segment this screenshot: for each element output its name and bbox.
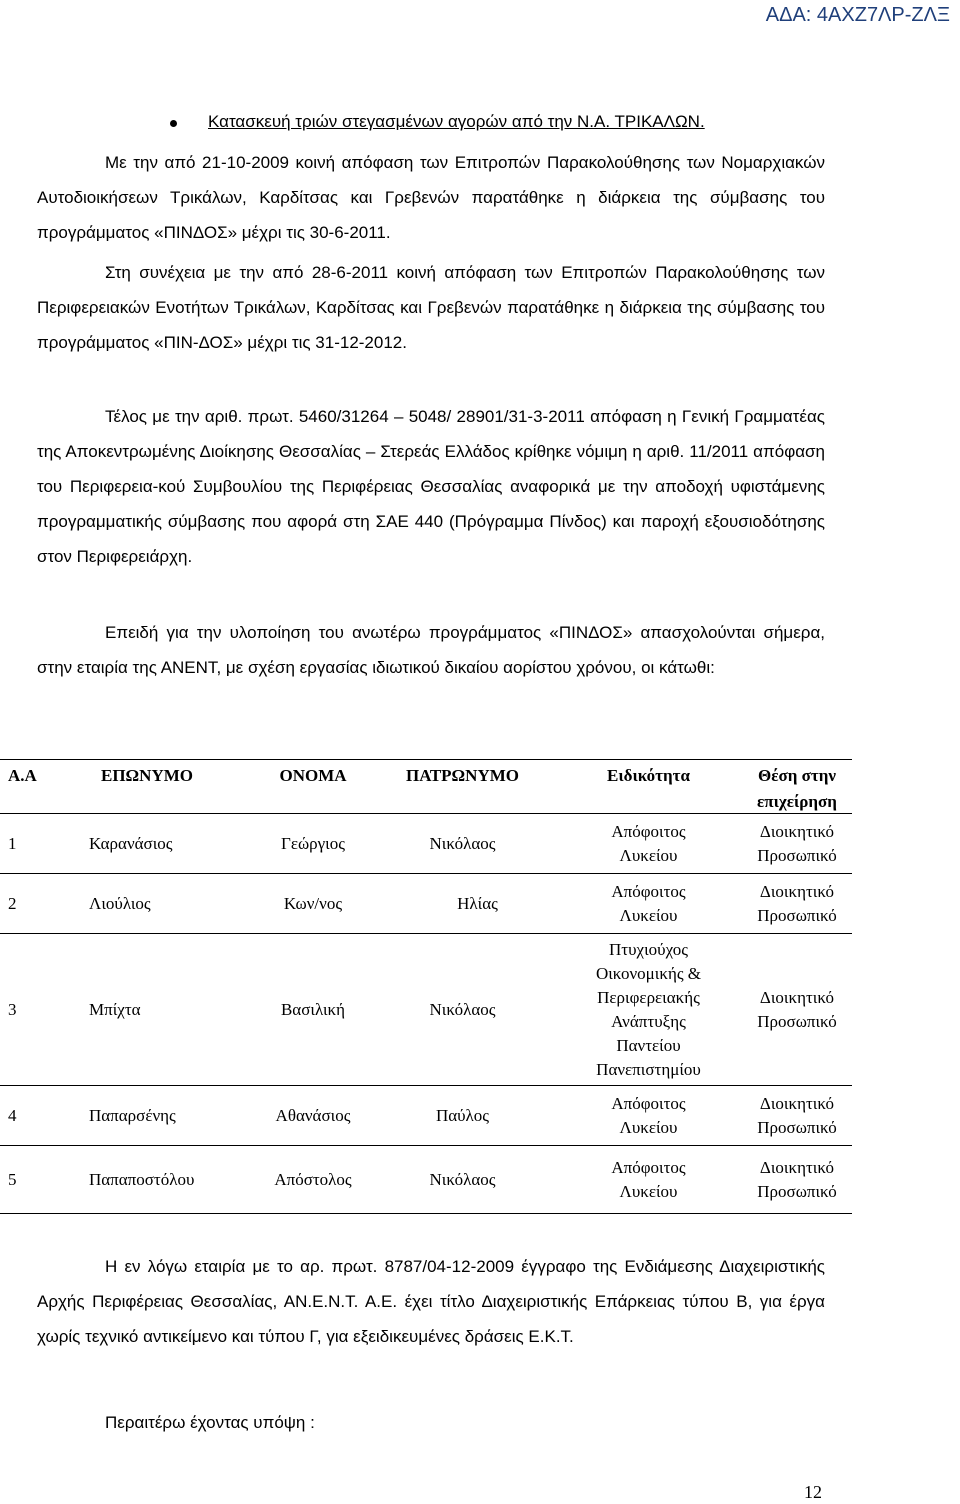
bullet-text: Κατασκευή τριών στεγασμένων αγορών από την Ν.Α. ΤΡΙΚΑΛΩΝ. xyxy=(208,112,705,131)
specialty-line: Απόφοιτος xyxy=(611,821,686,841)
cell-aa: 2 xyxy=(0,874,81,934)
ada-code: ΑΔΑ: 4ΑΧΖ7ΛΡ-ΖΛΞ xyxy=(765,4,950,26)
bullet-icon xyxy=(170,120,177,127)
paragraph-employees-intro xyxy=(37,615,825,685)
specialty-line: Παντείου xyxy=(616,1035,681,1055)
cell-specialty xyxy=(555,874,742,934)
cell-patronymic: Νικόλαος xyxy=(370,934,555,1086)
table-row xyxy=(0,814,852,874)
specialty-line: Απόφοιτος xyxy=(611,1157,686,1177)
cell-surname: Λιούλιος xyxy=(81,874,256,934)
paragraph-extension-2011 xyxy=(37,255,825,360)
paragraph-text: Η εν λόγω εταιρία με το αρ. πρωτ. 8787/04-12-2009 έγγραφο της Ενδιάμεσης Διαχειριστικής Αρχής Περιφέρειας Θεσσαλίας, ΑΝ.Ε.Ν.Τ. Α.Ε. έχει τίτλο Διαχειριστικής Επάρκειας τύπου Β, για έργα χωρίς τεχνικό αντικείμενο και τύπου Γ, για εξειδικευμένες δράσεις Ε.Κ.Τ. xyxy=(37,1257,825,1346)
specialty-line: Λυκείου xyxy=(619,905,678,925)
cell-aa: 4 xyxy=(0,1086,81,1146)
paragraph-text: Με την από 21-10-2009 κοινή απόφαση των Επιτροπών Παρακολούθησης των Νομαρχιακών Αυτοδιοικήσεων Τρικάλων, Καρδίτσας και Γρεβενών παρατάθηκε η διάρκεια της σύμβασης του προγράμματος «ΠΙΝΔΟΣ» μέχρι τις 30-6-2011. xyxy=(37,153,825,242)
paragraph-considering xyxy=(37,1405,825,1440)
header-position-line2: επιχείρηση xyxy=(757,792,837,811)
employees-table xyxy=(0,759,852,1214)
cell-name: Απόστολος xyxy=(256,1146,370,1214)
cell-specialty xyxy=(555,814,742,874)
position-line: Διοικητικό xyxy=(759,821,835,841)
paragraph-text: Επειδή για την υλοποίηση του ανωτέρω προγράμματος «ΠΙΝΔΟΣ» απασχολούνται σήμερα, στην εταιρία της ΑΝΕΝΤ, με σχέση εργασίας ιδιωτικού δικαίου αορίστου χρόνου, οι κάτωθι: xyxy=(37,623,825,677)
position-line: Προσωπικό xyxy=(757,845,837,865)
paragraph-company-title xyxy=(37,1249,825,1354)
cell-aa: 1 xyxy=(0,814,81,874)
cell-name: Κων/νος xyxy=(256,874,370,934)
cell-position xyxy=(742,934,852,1086)
header-position xyxy=(742,760,852,814)
specialty-line: Ανάπτυξης xyxy=(611,1011,686,1031)
cell-specialty xyxy=(555,1146,742,1214)
cell-name: Γεώργιος xyxy=(256,814,370,874)
table-row xyxy=(0,874,852,934)
table-row xyxy=(0,1146,852,1214)
paragraph-text: Τέλος με την αριθ. πρωτ. 5460/31264 – 5048/ 28901/31-3-2011 απόφαση η Γενική Γραμματέας της Αποκεντρωμένης Διοίκησης Θεσσαλίας – Στερεάς Ελλάδος κρίθηκε νόμιμη η αριθ. 11/2011 απόφαση του Περιφερεια-κού Συμβουλίου της Περιφέρειας Θεσσαλίας αναφορικά με την αποδοχή υφιστάμενης προγραμματικής σύμβασης που αφορά στη ΣΑΕ 440 (Πρόγραμμα Πίνδος) και παροχή εξουσιοδότησης στον Περιφερειάρχη. xyxy=(37,407,825,566)
cell-aa: 5 xyxy=(0,1146,81,1214)
cell-surname: Καρανάσιος xyxy=(81,814,256,874)
cell-surname: Παπαποστόλου xyxy=(81,1146,256,1214)
cell-position xyxy=(742,1146,852,1214)
header-aa: Α.Α xyxy=(0,760,81,814)
position-line: Προσωπικό xyxy=(757,1117,837,1137)
header-specialty: Ειδικότητα xyxy=(555,760,742,814)
specialty-line: Πτυχιούχος xyxy=(609,939,688,959)
specialty-line: Περιφερειακής xyxy=(597,987,700,1007)
cell-patronymic: Ηλίας xyxy=(370,874,555,934)
table-row xyxy=(0,1086,852,1146)
position-line: Προσωπικό xyxy=(757,1011,837,1031)
header-surname: ΕΠΩΝΥΜΟ xyxy=(81,760,256,814)
cell-name: Βασιλική xyxy=(256,934,370,1086)
position-line: Διοικητικό xyxy=(759,1093,835,1113)
position-line: Διοικητικό xyxy=(759,1157,835,1177)
cell-patronymic: Νικόλαος xyxy=(370,1146,555,1214)
header-patronymic: ΠΑΤΡΩΝΥΜΟ xyxy=(370,760,555,814)
paragraph-text: Στη συνέχεια με την από 28-6-2011 κοινή απόφαση των Επιτροπών Παρακολούθησης των Περιφερειακών Ενοτήτων Τρικάλων, Καρδίτσας και Γρεβενών παρατάθηκε η διάρκεια της σύμβασης του προγράμματος «ΠΙΝ-ΔΟΣ» μέχρι τις 31-12-2012. xyxy=(37,263,825,352)
cell-position xyxy=(742,1086,852,1146)
cell-aa: 3 xyxy=(0,934,81,1086)
paragraph-decision xyxy=(37,399,825,574)
cell-name: Αθανάσιος xyxy=(256,1086,370,1146)
cell-surname: Παπαρσένης xyxy=(81,1086,256,1146)
specialty-line: Λυκείου xyxy=(619,845,678,865)
specialty-line: Απόφοιτος xyxy=(611,1093,686,1113)
paragraph-text: Περαιτέρω έχοντας υπόψη : xyxy=(105,1413,315,1432)
page-number: 12 xyxy=(804,1482,822,1502)
specialty-line: Οικονομικής & xyxy=(595,963,702,983)
cell-specialty xyxy=(555,934,742,1086)
specialty-line: Λυκείου xyxy=(619,1181,678,1201)
cell-position xyxy=(742,814,852,874)
position-line: Διοικητικό xyxy=(759,881,835,901)
position-line: Προσωπικό xyxy=(757,905,837,925)
position-line: Διοικητικό xyxy=(759,987,835,1007)
cell-specialty xyxy=(555,1086,742,1146)
specialty-line: Απόφοιτος xyxy=(611,881,686,901)
cell-surname: Μπίχτα xyxy=(81,934,256,1086)
cell-patronymic: Νικόλαος xyxy=(370,814,555,874)
position-line: Προσωπικό xyxy=(757,1181,837,1201)
paragraph-extension-2009 xyxy=(37,145,825,250)
cell-position xyxy=(742,874,852,934)
table-header-row xyxy=(0,760,852,814)
table-row xyxy=(0,934,852,1086)
header-position-line1: Θέση στην xyxy=(758,766,836,785)
cell-patronymic: Παύλος xyxy=(370,1086,555,1146)
header-name: ΟΝΟΜΑ xyxy=(256,760,370,814)
specialty-line: Λυκείου xyxy=(619,1117,678,1137)
specialty-line: Πανεπιστημίου xyxy=(596,1059,701,1079)
